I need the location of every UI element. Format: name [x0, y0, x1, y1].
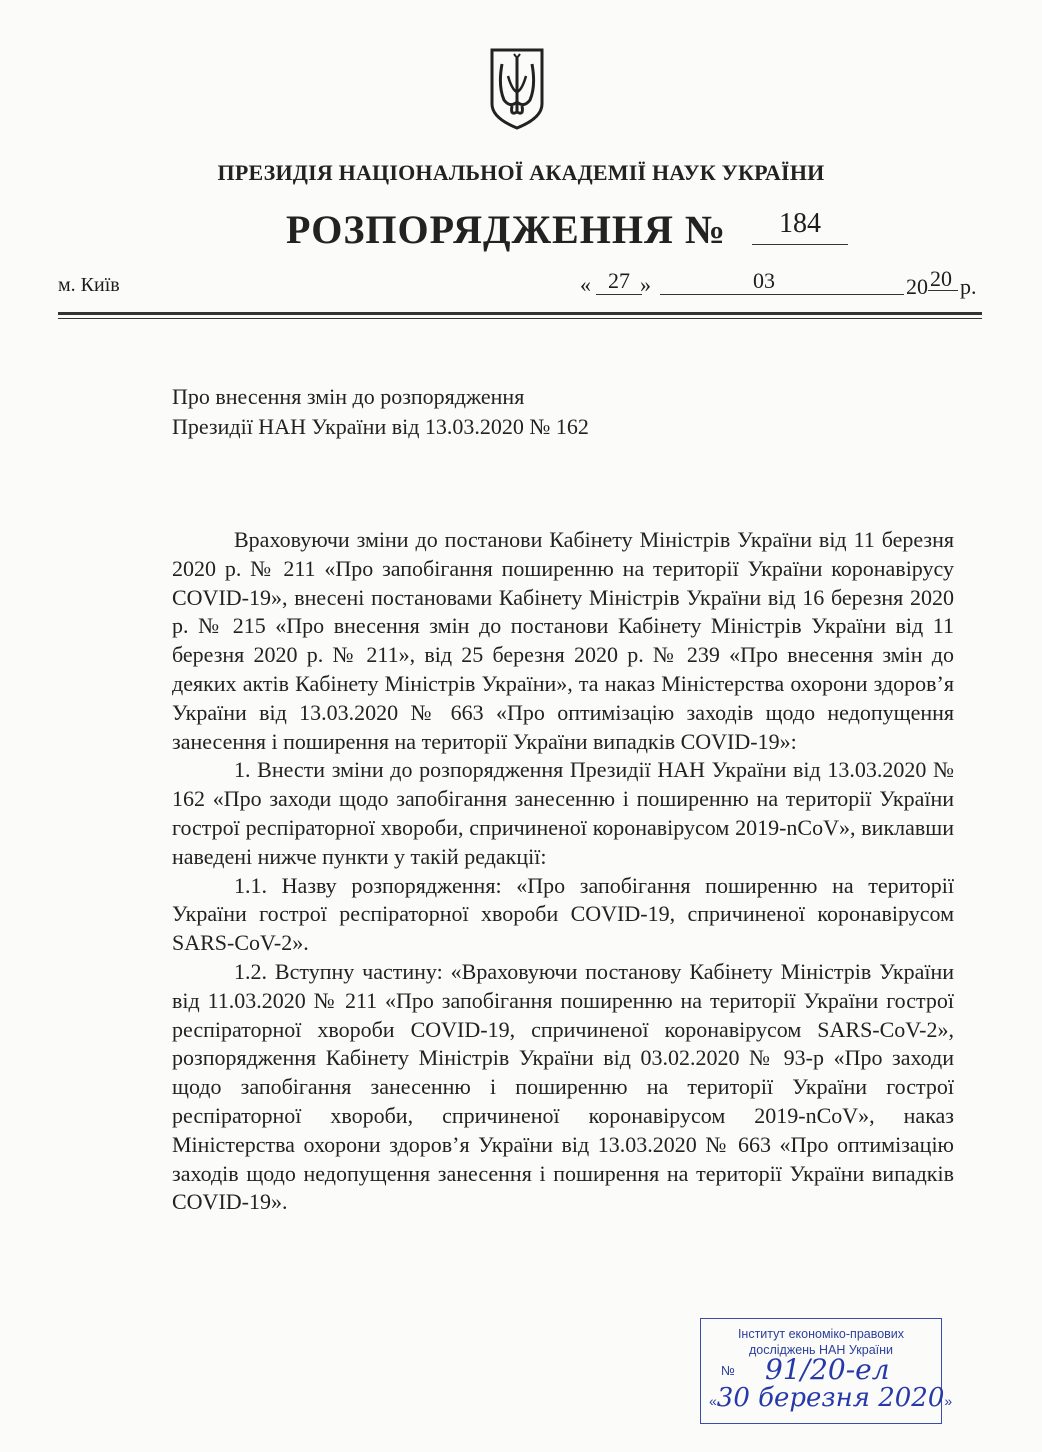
body-paragraph-item-1-1: 1.1. Назву розпорядження: «Про запобігання поширенню на території України гострої респіраторної хвороби COVID-19, спричиненої коронавірусом SARS-CoV-2». — [172, 872, 954, 956]
subject-line-2: Президії НАН України від 13.03.2020 № 162 — [172, 414, 589, 439]
body-paragraph-item-1: 1. Внести зміни до розпорядження Президії НАН України від 13.03.2020 № 162 «Про заходи щодо запобігання занесенню і поширенню на території України гострої респіраторної хвороби, спричиненої коронавірусом 2019-nCoV», виклавши наведені нижче пункти у такій редакції: — [172, 757, 954, 869]
stamp-line-2: досліджень НАН України — [748, 1343, 894, 1357]
stamp-number-value: 91/20-ел — [765, 1353, 890, 1386]
date-close-quote: » — [640, 272, 651, 297]
stamp-date-value: 30 березня 2020 — [716, 1383, 945, 1413]
header-rule-thick — [58, 312, 982, 315]
date-open-quote: « — [580, 272, 591, 297]
stamp-date-close: » — [944, 1393, 953, 1409]
order-number-underline — [752, 244, 848, 245]
trident-emblem-icon — [488, 46, 546, 130]
registration-stamp — [700, 1318, 953, 1424]
stamp-date — [709, 1383, 953, 1413]
date-day: 27 — [608, 268, 630, 293]
place-date-row — [0, 268, 1042, 302]
header-rule-thin — [58, 318, 982, 319]
date-year-prefix: 20 — [906, 274, 928, 299]
date-month: 03 — [753, 268, 775, 293]
body-paragraph-preamble: Враховуючи зміни до постанови Кабінету Міністрів України від 11 березня 2020 р. № 211 «Про запобігання поширенню на території України коронавірусу COVID-19», внесені постановами Кабінету Міністрів України від 16 березня 2020 р. № 215 «Про внесення змін до постанови Кабінету Міністрів України від 11 березня 2020 р. № 211», від 25 березня 2020 р. № 239 «Про внесення змін до деяких актів Кабінету Міністрів України», та наказ Міністерства охорони здоров’я України від 13.03.2020 № 663 «Про оптимізацію заходів щодо недопущення занесення і поширення на території України випадків COVID-19»: — [172, 527, 954, 754]
stamp-date-open: « — [709, 1393, 717, 1409]
stamp-line-1: Інститут економіко-правових — [737, 1327, 905, 1341]
order-number: 184 — [779, 208, 821, 239]
date-year-underline — [928, 290, 958, 291]
date-year-suffix: 20 — [930, 266, 952, 291]
date-year-unit: р. — [960, 274, 977, 299]
document-body — [172, 526, 954, 1217]
body-paragraph-item-1-2: 1.2. Вступну частину: «Враховуючи постанову Кабінету Міністрів України від 11.03.2020 № 211 «Про запобігання поширенню на території України гострої респіраторної хвороби COVID-19, спричиненої коронавірусом SARS-CoV-2», розпорядження Кабінету Міністрів України від 03.02.2020 № 93-р «Про заходи щодо запобігання занесенню і поширенню на території України гострої респіраторної хвороби, спричиненої коронавірусом 2019-nCoV», наказ Міністерства охорони здоров’я України від 13.03.2020 № 663 «Про оптимізацію заходів щодо недопущення занесення і поширення на території України випадків COVID-19». — [172, 958, 954, 1215]
stamp-number-label: № — [721, 1363, 735, 1378]
subject-line-1: Про внесення змін до розпорядження — [172, 384, 525, 409]
order-title: РОЗПОРЯДЖЕННЯ № — [286, 207, 727, 252]
document-subject — [172, 382, 589, 442]
city: м. Київ — [58, 274, 120, 296]
date-month-underline — [660, 294, 904, 295]
organization-name: ПРЕЗИДІЯ НАЦІОНАЛЬНОЇ АКАДЕМІЇ НАУК УКРАЇНИ — [217, 160, 825, 185]
date-day-underline — [596, 294, 642, 295]
order-heading — [0, 206, 1042, 256]
